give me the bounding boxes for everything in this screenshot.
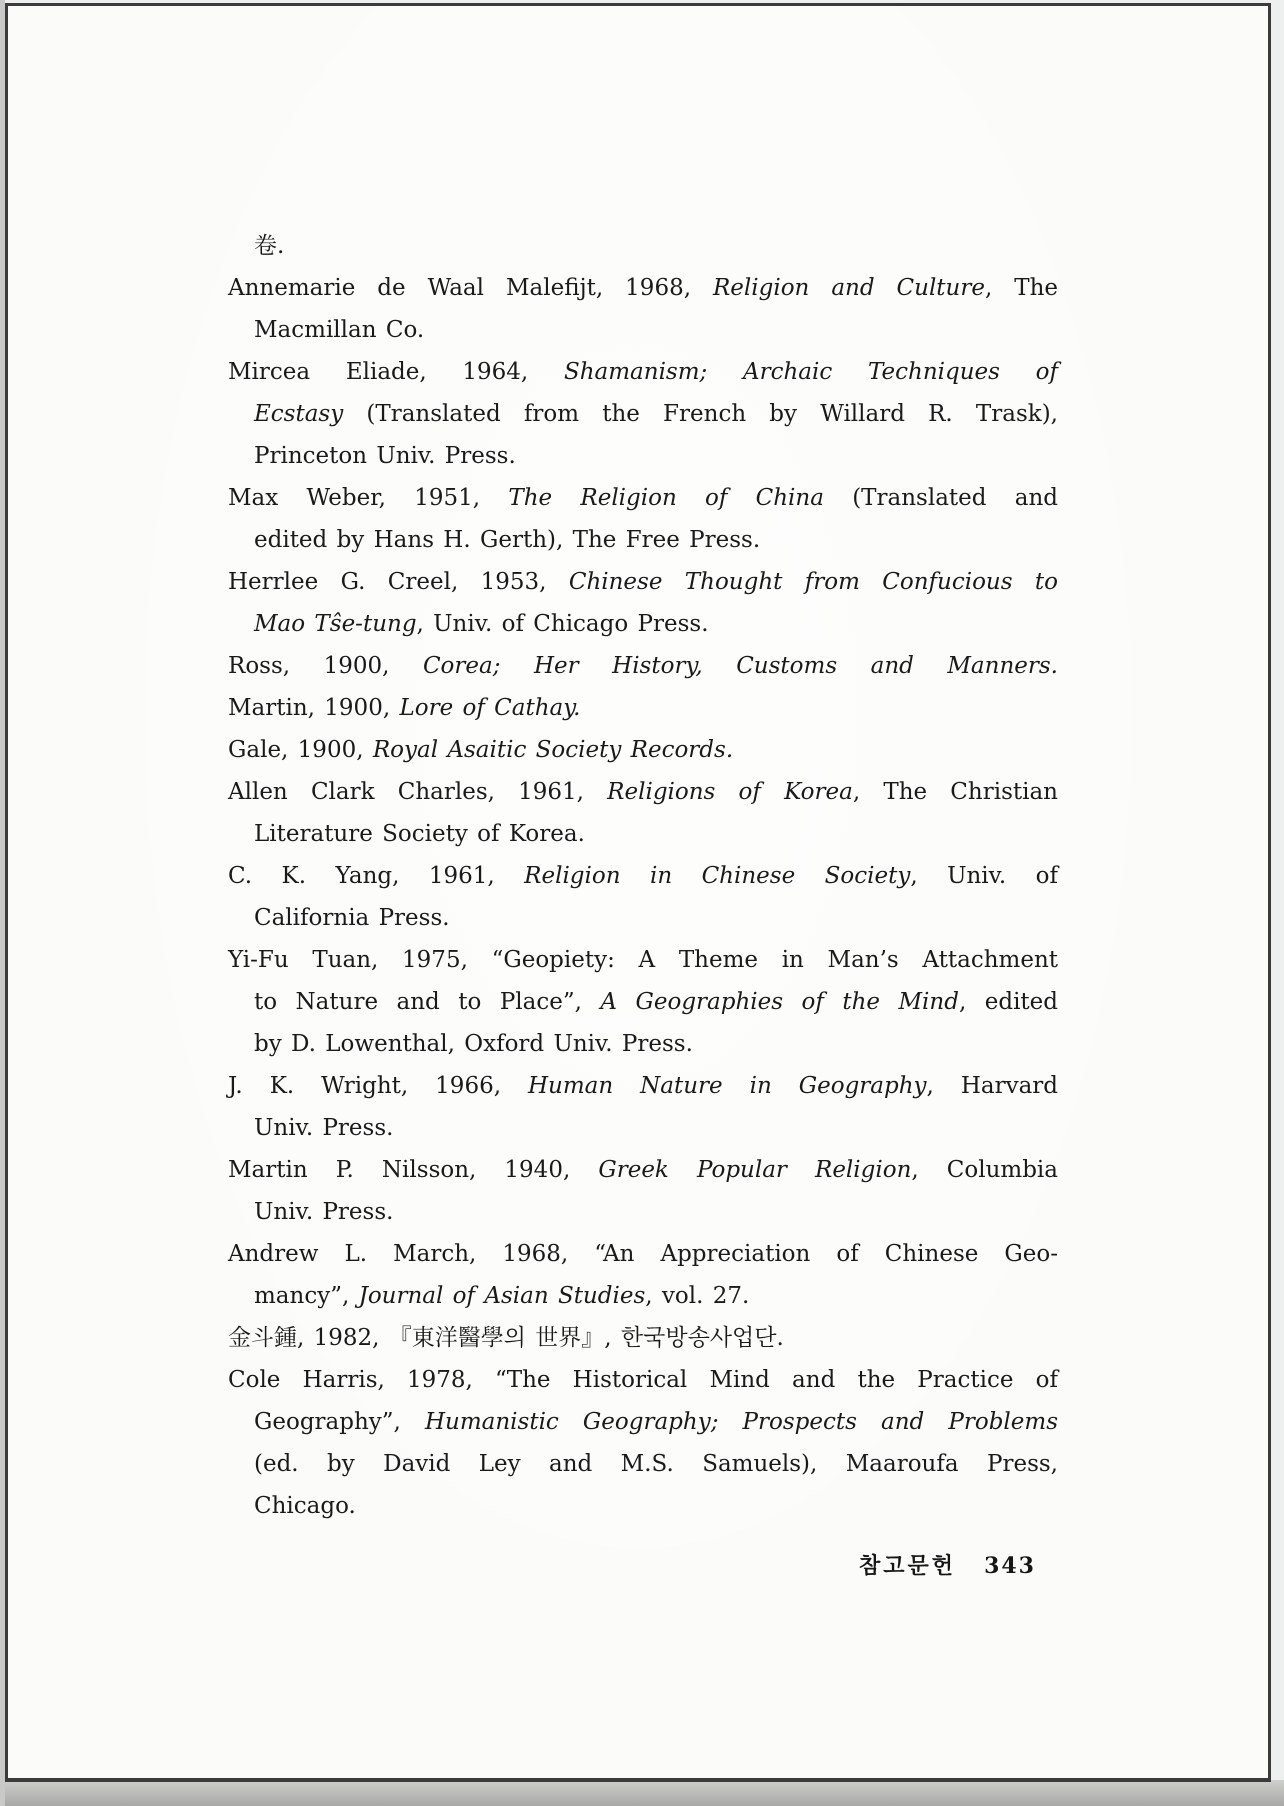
reference-entry [228, 729, 1058, 771]
reference-line [228, 603, 1058, 645]
reference-text-segment: 金斗鍾, 1982, 『東洋醫學의 世界』, 한국방송사업단. [228, 1325, 784, 1351]
reference-text-segment: , The [984, 275, 1059, 301]
reference-title-segment: A Geographies of the Mind [600, 989, 959, 1015]
reference-text-segment: Martin P. Nilsson, 1940, [228, 1157, 599, 1183]
reference-text-segment: Literature Society of Korea. [254, 821, 585, 847]
reference-text-segment: Macmillan Co. [254, 317, 425, 343]
reference-title-segment: Mao Tŝe-tung [254, 611, 417, 637]
reference-title-segment: The Religion of China [508, 485, 824, 511]
page-footer [228, 1549, 1036, 1580]
reference-text-segment: C. K. Yang, 1961, [228, 863, 525, 889]
reference-text-segment: Cole Harris, 1978, “The Historical Mind and the Practice of [228, 1367, 1058, 1393]
reference-line [228, 1149, 1058, 1191]
reference-entry [228, 939, 1058, 1065]
reference-entry [228, 687, 1058, 729]
reference-title-segment: Shamanism; Archaic Techniques of [563, 359, 1059, 385]
reference-entry [228, 1065, 1058, 1149]
reference-text-segment: Max Weber, 1951, [228, 485, 509, 511]
reference-line [228, 981, 1058, 1023]
reference-line [228, 435, 1058, 477]
reference-line [228, 645, 1058, 687]
reference-entry [228, 771, 1058, 855]
reference-title-segment: Lore of Cathay. [399, 695, 581, 721]
reference-text-segment: California Press. [254, 905, 450, 931]
reference-text-segment: , Univ. of [910, 863, 1059, 889]
reference-text-segment: Princeton Univ. Press. [254, 443, 516, 469]
reference-title-segment: Religions of Korea [607, 779, 853, 805]
reference-line [228, 855, 1058, 897]
reference-title-segment: Religion and Culture [712, 275, 985, 301]
reference-entry [228, 351, 1058, 477]
footer-page-number: 343 [984, 1553, 1036, 1579]
reference-text-segment: , The Christian [852, 779, 1058, 805]
reference-entry [228, 267, 1058, 351]
reference-text-segment: Mircea Eliade, 1964, [228, 359, 564, 385]
reference-entry [228, 1359, 1058, 1527]
reference-text-segment: edited by Hans H. Gerth), The Free Press. [254, 527, 761, 553]
reference-text-segment: Univ. Press. [254, 1199, 394, 1225]
references-list [228, 225, 1058, 1527]
reference-title-segment: Greek Popular Religion [598, 1157, 912, 1183]
reference-title-segment: Journal of Asian Studies [358, 1283, 646, 1309]
reference-entry [228, 1149, 1058, 1233]
reference-text-segment: Geography”, [254, 1409, 425, 1435]
reference-text-segment: Annemarie de Waal Malefijt, 1968, [228, 275, 713, 301]
reference-title-segment: Humanistic Geography; Prospects and Problems [424, 1409, 1058, 1435]
reference-text-segment: Yi-Fu Tuan, 1975, “Geopiety: A Theme in Man’s Attachment [228, 947, 1058, 973]
reference-line [228, 939, 1058, 981]
reference-line [228, 813, 1058, 855]
reference-text-segment: Martin, 1900, [228, 695, 400, 721]
reference-text-segment: , Univ. of Chicago Press. [416, 611, 709, 637]
reference-text-segment: Ross, 1900, [228, 653, 423, 679]
reference-text-segment: to Nature and to Place”, [254, 989, 601, 1015]
reference-text-segment: Herrlee G. Creel, 1953, [228, 569, 569, 595]
reference-line [228, 897, 1058, 939]
reference-line [228, 225, 1058, 267]
reference-text-segment: , Harvard [926, 1073, 1059, 1099]
reference-title-segment: Corea; Her History, Customs and Manners. [422, 653, 1058, 679]
reference-line [228, 267, 1058, 309]
reference-title-segment: Human Nature in Geography [527, 1073, 927, 1099]
reference-line [228, 1317, 1058, 1359]
reference-line [228, 1023, 1058, 1065]
reference-entry [228, 645, 1058, 687]
reference-text-segment: Univ. Press. [254, 1115, 394, 1141]
reference-line [228, 561, 1058, 603]
reference-entry [228, 855, 1058, 939]
reference-line [228, 1485, 1058, 1527]
reference-text-segment: mancy”, [254, 1283, 359, 1309]
reference-line [228, 309, 1058, 351]
reference-line [228, 1107, 1058, 1149]
reference-text-segment: Gale, 1900, [228, 737, 373, 763]
reference-text-segment: (ed. by David Ley and M.S. Samuels), Maaroufa Press, [254, 1451, 1058, 1477]
reference-line [228, 687, 1058, 729]
reference-line [228, 729, 1058, 771]
reference-text-segment: Andrew L. March, 1968, “An Appreciation of Chinese Geo- [228, 1241, 1058, 1267]
reference-text-segment: , vol. 27. [645, 1283, 750, 1309]
reference-title-segment: Ecstasy [254, 401, 344, 427]
reference-line [228, 519, 1058, 561]
reference-entry [228, 1317, 1058, 1359]
reference-line [228, 477, 1058, 519]
reference-line [228, 351, 1058, 393]
reference-text-segment: (Translated from the French by Willard R. Trask), [343, 401, 1058, 427]
footer-section-label: 참고문헌 [859, 1553, 957, 1579]
reference-line [228, 1065, 1058, 1107]
reference-entry [228, 477, 1058, 561]
reference-text-segment: Allen Clark Charles, 1961, [228, 779, 608, 805]
reference-line [228, 1233, 1058, 1275]
reference-entry [228, 1233, 1058, 1317]
reference-line [228, 393, 1058, 435]
reference-entry [228, 225, 1058, 267]
reference-text-segment: 卷. [254, 233, 285, 259]
reference-line [228, 771, 1058, 813]
reference-title-segment: Royal Asaitic Society Records. [372, 737, 734, 763]
reference-line [228, 1275, 1058, 1317]
reference-line [228, 1191, 1058, 1233]
reference-line [228, 1401, 1058, 1443]
reference-text-segment: , edited [958, 989, 1059, 1015]
reference-text-segment: (Translated and [823, 485, 1058, 511]
reference-text-segment: , Columbia [911, 1157, 1058, 1183]
scanner-edge-bottom [0, 1780, 1284, 1806]
reference-entry [228, 561, 1058, 645]
reference-text-segment: J. K. Wright, 1966, [228, 1073, 528, 1099]
reference-title-segment: Religion in Chinese Society [524, 863, 911, 889]
reference-line [228, 1443, 1058, 1485]
reference-text-segment: by D. Lowenthal, Oxford Univ. Press. [254, 1031, 693, 1057]
reference-line [228, 1359, 1058, 1401]
reference-title-segment: Chinese Thought from Confucious to [568, 569, 1058, 595]
reference-text-segment: Chicago. [254, 1493, 356, 1519]
